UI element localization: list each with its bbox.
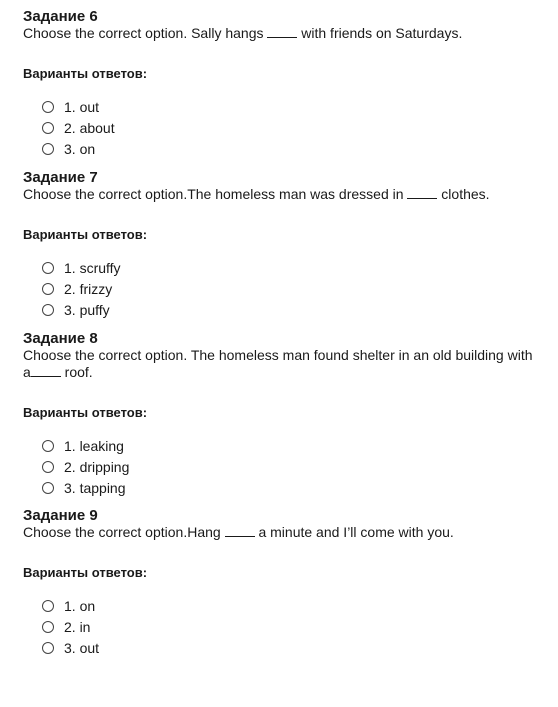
radio-icon[interactable] bbox=[42, 482, 54, 494]
option-label: 1. on bbox=[64, 597, 96, 614]
answer-blank bbox=[267, 27, 297, 38]
question-text: Choose the correct option. Sally hangs with friends on Saturdays. bbox=[23, 25, 463, 41]
option-radio[interactable] bbox=[23, 299, 540, 320]
radio-icon[interactable] bbox=[42, 440, 54, 452]
option-radio[interactable] bbox=[23, 456, 540, 477]
option-label: 1. scruffy bbox=[64, 259, 121, 276]
option-radio[interactable] bbox=[23, 616, 540, 637]
options-list bbox=[23, 257, 540, 320]
question-text: Choose the correct option. The homeless man found shelter in an old building with a roof. bbox=[23, 347, 533, 380]
option-radio[interactable] bbox=[23, 138, 540, 159]
option-radio[interactable] bbox=[23, 257, 540, 278]
option-radio[interactable] bbox=[23, 96, 540, 117]
option-radio[interactable] bbox=[23, 435, 540, 456]
radio-icon[interactable] bbox=[42, 304, 54, 316]
option-label: 2. about bbox=[64, 119, 115, 136]
answers-label: Варианты ответов: bbox=[23, 227, 148, 242]
answer-blank bbox=[407, 188, 437, 199]
options-list bbox=[23, 595, 540, 658]
option-label: 2. frizzy bbox=[64, 280, 113, 297]
answer-blank bbox=[31, 366, 61, 377]
task-6 bbox=[23, 8, 540, 159]
task-title: Задание 9 bbox=[23, 507, 98, 524]
question-text: Choose the correct option.The homeless man was dressed in clothes. bbox=[23, 186, 490, 202]
option-radio[interactable] bbox=[23, 637, 540, 658]
option-label: 1. leaking bbox=[64, 437, 124, 454]
options-list bbox=[23, 435, 540, 498]
question-text: Choose the correct option.Hang a minute and I’ll come with you. bbox=[23, 524, 454, 540]
option-radio[interactable] bbox=[23, 117, 540, 138]
answers-label: Варианты ответов: bbox=[23, 405, 148, 420]
option-label: 3. puffy bbox=[64, 301, 110, 318]
answers-label: Варианты ответов: bbox=[23, 565, 148, 580]
option-label: 3. out bbox=[64, 639, 100, 656]
radio-icon[interactable] bbox=[42, 461, 54, 473]
radio-icon[interactable] bbox=[42, 642, 54, 654]
radio-icon[interactable] bbox=[42, 143, 54, 155]
option-label: 2. dripping bbox=[64, 458, 130, 475]
option-radio[interactable] bbox=[23, 278, 540, 299]
options-list bbox=[23, 96, 540, 159]
task-7 bbox=[23, 169, 540, 320]
option-label: 2. in bbox=[64, 618, 91, 635]
option-radio[interactable] bbox=[23, 477, 540, 498]
radio-icon[interactable] bbox=[42, 283, 54, 295]
answer-blank bbox=[225, 526, 255, 537]
task-8 bbox=[23, 330, 540, 498]
radio-icon[interactable] bbox=[42, 101, 54, 113]
option-radio[interactable] bbox=[23, 595, 540, 616]
task-title: Задание 6 bbox=[23, 8, 98, 25]
option-label: 1. out bbox=[64, 98, 100, 115]
answers-label: Варианты ответов: bbox=[23, 66, 148, 81]
radio-icon[interactable] bbox=[42, 262, 54, 274]
radio-icon[interactable] bbox=[42, 621, 54, 633]
task-title: Задание 8 bbox=[23, 330, 98, 347]
option-label: 3. on bbox=[64, 140, 96, 157]
option-label: 3. tapping bbox=[64, 479, 126, 496]
radio-icon[interactable] bbox=[42, 122, 54, 134]
task-9 bbox=[23, 507, 540, 658]
radio-icon[interactable] bbox=[42, 600, 54, 612]
task-title: Задание 7 bbox=[23, 169, 98, 186]
